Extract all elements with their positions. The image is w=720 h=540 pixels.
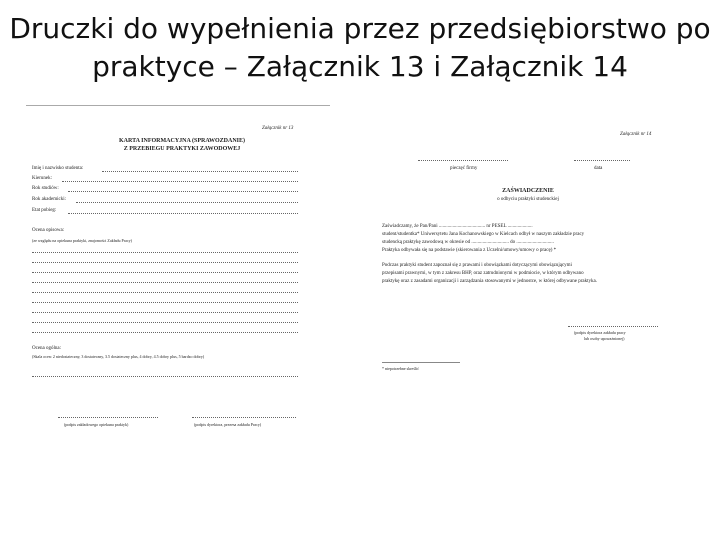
- signature-caption-left: (podpis zakładowego opiekuna praktyk): [64, 422, 129, 427]
- answer-line: [32, 272, 298, 273]
- certificate-para1-line1: Zaświadczamy, że Pan/Pani ..................................... nr PESEL ....................: [382, 224, 533, 229]
- grade-label: Ocena ogólna:: [32, 346, 62, 351]
- field-line: [68, 213, 298, 214]
- grade-hint: (Skala ocen: 2 niedostateczny, 3 dostateczny, 3.5 dostateczny plus, 4 dobry, 4.5 dobry plus, 5 bardzo dobry): [32, 354, 205, 359]
- answer-line: [32, 332, 298, 333]
- date-caption: data: [594, 166, 603, 171]
- attachment-14-document: [378, 100, 678, 390]
- field-student-name: Imię i nazwisko studenta:: [32, 166, 84, 171]
- footnote-rule: [382, 362, 460, 363]
- signature-caption-line2: lub osoby upoważnionej): [584, 336, 625, 341]
- signature-line-right: [192, 417, 296, 418]
- signature-caption-line1: (podpis dyrektora zakładu pracy: [574, 330, 626, 335]
- stamp-line: [418, 160, 508, 161]
- answer-line: [32, 322, 298, 323]
- description-hint: (ze względu na opiekuna praktyki, znajomości Zakładu Pracy): [32, 238, 132, 243]
- attachment-13-document: [22, 100, 342, 440]
- answer-line: [32, 292, 298, 293]
- certificate-para2-line1: Podczas praktyki student zapoznał się z prawami i obowiązkami dotyczącymi obowiązującymi: [382, 263, 572, 268]
- certificate-para1-line3: studencką praktykę zawodową w okresie od .............................. do ..............................: [382, 240, 554, 245]
- field-rok-akademicki: Rok akademicki:: [32, 197, 67, 202]
- footnote: * niepotrzebne skreślić: [382, 366, 419, 371]
- field-line: [102, 171, 298, 172]
- certificate-para2-line2: przepisami prawnymi, w tym z zakresu BHP, oraz zatrudnionymi w podmiocie, w którym odbywano: [382, 271, 584, 276]
- answer-line: [32, 376, 298, 377]
- slide-title: [0, 10, 720, 86]
- certificate-para1-line4: Praktyka odbywała się na podstawie (skierowania z Uczelni/umowy/umowy o pracę) *: [382, 248, 557, 253]
- certificate-heading: ZAŚWIADCZENIE: [502, 188, 554, 194]
- field-line: [68, 191, 298, 192]
- date-line: [574, 160, 630, 161]
- field-line: [76, 202, 298, 203]
- top-rule: [26, 105, 330, 106]
- attachment-14-label: Załącznik nr 14: [620, 132, 652, 137]
- stamp-caption: pieczęć firmy: [450, 166, 478, 171]
- field-line: [62, 181, 298, 182]
- field-kierunek: Kierunek:: [32, 176, 52, 181]
- answer-line: [32, 302, 298, 303]
- attachment-13-label: Załącznik nr 13: [262, 126, 294, 131]
- certificate-para1-line2: student/studentka* Uniwersytetu Jana Kochanowskiego w Kielcach odbył w naszym zakładzie pracy: [382, 232, 585, 237]
- card-heading-line-2: Z PRZEBIEGU PRAKTYKI ZAWODOWEJ: [123, 146, 241, 152]
- card-heading-line-1: KARTA INFORMACYJNA (SPRAWOZDANIE): [118, 138, 245, 144]
- signature-line: [568, 326, 658, 327]
- signature-caption-right: (podpis dyrektora, prezesa zakładu Pracy): [194, 422, 262, 427]
- slide-title-line-1: Druczki do wypełnienia przez przedsiębiorstwo po: [9, 12, 711, 45]
- field-rok-studiow: Rok studiów:: [32, 186, 59, 191]
- certificate-subheading: o odbyciu praktyki studenckiej: [497, 197, 559, 202]
- answer-line: [32, 312, 298, 313]
- description-label: Ocena opisowa:: [32, 228, 65, 233]
- signature-line-left: [58, 417, 158, 418]
- answer-line: [32, 282, 298, 283]
- field-etat: Etat pobieg:: [32, 208, 57, 213]
- answer-line: [32, 262, 298, 263]
- slide-title-line-2: praktyce – Załącznik 13 i Załącznik 14: [92, 50, 628, 83]
- answer-line: [32, 252, 298, 253]
- certificate-para2-line3: praktykę oraz z zasadami organizacji i zarządzania stosowanymi w jednostce, w której odbywane praktyka.: [382, 279, 597, 284]
